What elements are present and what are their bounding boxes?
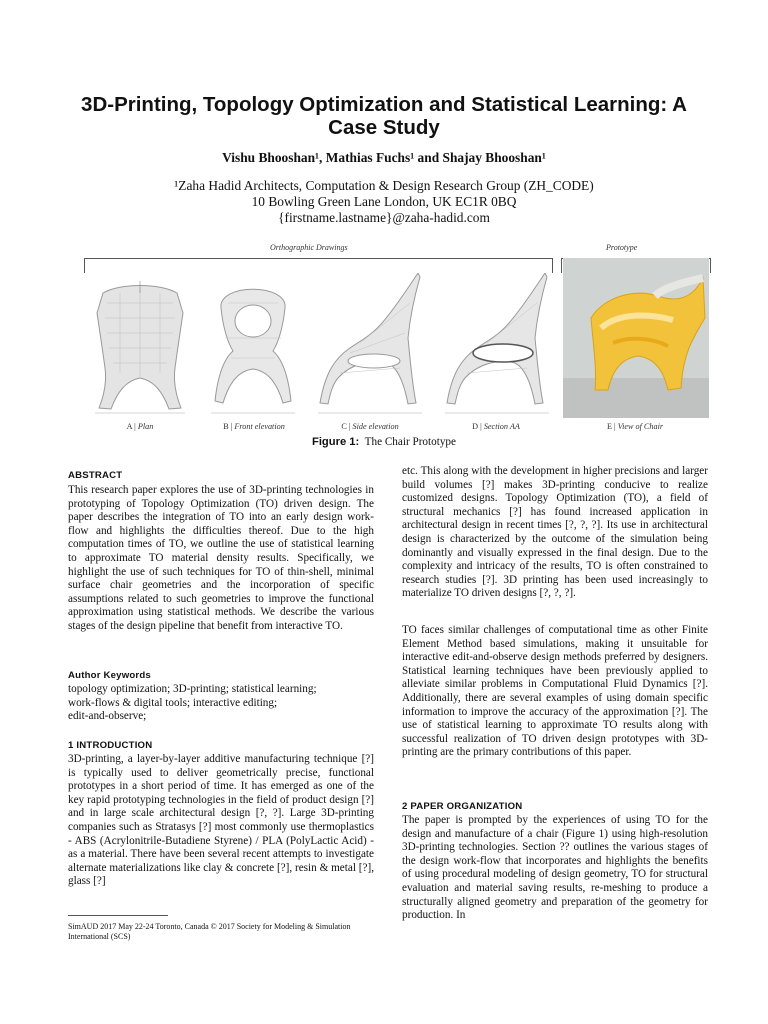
panel-caption-d: D | Section AA (472, 422, 520, 431)
chair-prototype-photo (563, 258, 709, 418)
introduction-heading: 1 INTRODUCTION (68, 740, 153, 751)
panel-caption-b: B | Front elevation (223, 422, 285, 431)
abstract-text: This research paper explores the use of 3D-printing technologies in prototyping of Topology Optimization (TO) driven design. The paper describes the integration of TO into an early design work-flow and highlights the difficulties thereof. Due to the high computation times of TO, we outline the use of statistical learning to approximate TO material density results. Specifically, we highlight the use of such techniques for TO of thin-shell, minimal surface chair geometries and the incorporation of specific assumptions related to such geometries to improve the functional approximation using statistical methods. We describe the various stages of the design pipeline that benefit from interactive TO. (68, 484, 374, 632)
panel-caption-a: A | Plan (126, 422, 154, 431)
group-label-prototype: Prototype (606, 243, 638, 252)
keywords-text (68, 683, 374, 724)
paper-title: 3D-Printing, Topology Optimization and Statistical Learning: A Case Study (81, 93, 687, 139)
orthographic-bracket (84, 258, 553, 273)
panel-caption-e: E | View of Chair (606, 422, 664, 431)
keywords-line: topology optimization; 3D-printing; statistical learning; (68, 683, 317, 695)
panel-caption-c: C | Side elevation (341, 422, 399, 431)
organization-text: The paper is prompted by the experiences of using TO for the design and manufacture of a chair (Figure 1) using high-resolution 3D-printing technologies. Section ?? outlines the various stages of the design work-flow that incorporates and highlights the benefits of using procedural modeling of design geometry, TO for structural evaluation and material saving results, re-meshing to produce a structurally aligned geometry and preparation of the geometry for production. In (402, 814, 708, 922)
chair-front-elevation-drawing (203, 273, 303, 418)
paragraph-intro-cont: etc. This along with the development in higher precisions and larger build volumes [?] makes 3D-printing conducive to realize customized designs. Topology Optimization (TO), a field of structural mechanics [?] has found increased application in architectural design in recent times [?, ?, ?]. Its use in architectural design is characterized by the outcome of the simulation being dominantly and visually expressed in the final design. Due to the complexity and intricacy of the results, TO is often constrained to research studies [?]. 3D printing has been used increasingly to materialize TO driven designs [?, ?, ?]. (402, 465, 708, 600)
keywords-line: work-flows & digital tools; interactive editing; (68, 696, 278, 709)
abstract-heading: ABSTRACT (68, 470, 123, 481)
address-line: 10 Bowling Green Lane London, UK EC1R 0BQ (251, 194, 517, 209)
footnote-rule (68, 915, 168, 916)
author-list: Vishu Bhooshan¹, Mathias Fuchs¹ and Shajay Bhooshan¹ (222, 150, 546, 165)
introduction-text: 3D-printing, a layer-by-layer additive manufacturing technique [?] is typically used to deliver geometrically precise, functional prototypes in a short period of time. It has emerged as one of the key rapid prototyping technologies in the field of product design [?] and in large scale architectural design [?, ?]. Large 3D-printing companies such as Stratasys [?] most commonly use thermoplastics - ABS (Acrylonitrile-Butadiene Styrene) / PLA (PolyLactic Acid) - as a material. There have been several recent attempts to investigate alternate materializations like clay & concrete [?], resin & metal [?], glass [?] (68, 753, 374, 888)
group-label-orthographic: Orthographic Drawings (270, 243, 348, 252)
affiliation-line: ¹Zaha Hadid Architects, Computation & Design Research Group (ZH_CODE) (174, 178, 594, 193)
keywords-line: edit-and-observe; (68, 710, 147, 723)
affiliation (60, 178, 708, 226)
chair-plan-drawing (85, 273, 195, 418)
figure-caption: Figure 1: The Chair Prototype (311, 436, 456, 448)
email-line: {firstname.lastname}@zaha-hadid.com (278, 210, 490, 225)
chair-section-drawing (437, 273, 555, 418)
footnote: SimAUD 2017 May 22-24 Toronto, Canada © 2017 Society for Modeling & Simulation International (SCS) (68, 922, 351, 941)
chair-side-elevation-drawing (310, 273, 428, 418)
keywords-heading: Author Keywords (68, 670, 151, 681)
paragraph-to-challenges: TO faces similar challenges of computational time as other Finite Element Method based simulations, making it unsuitable for interactive edit-and-observe design methods preferred by designers. Statistical learning techniques have been previously applied to alleviate similar problems in Computational Fluid Dynamics [?]. Additionally, there are several examples of using domain specific information to improve the accuracy of the approximation [?]. The use of statistical learning to approximate TO results along with successful realization of TO driven design prototypes with 3D-printing are the primary contributions of this paper. (402, 624, 708, 759)
organization-heading: 2 PAPER ORGANIZATION (402, 801, 523, 812)
